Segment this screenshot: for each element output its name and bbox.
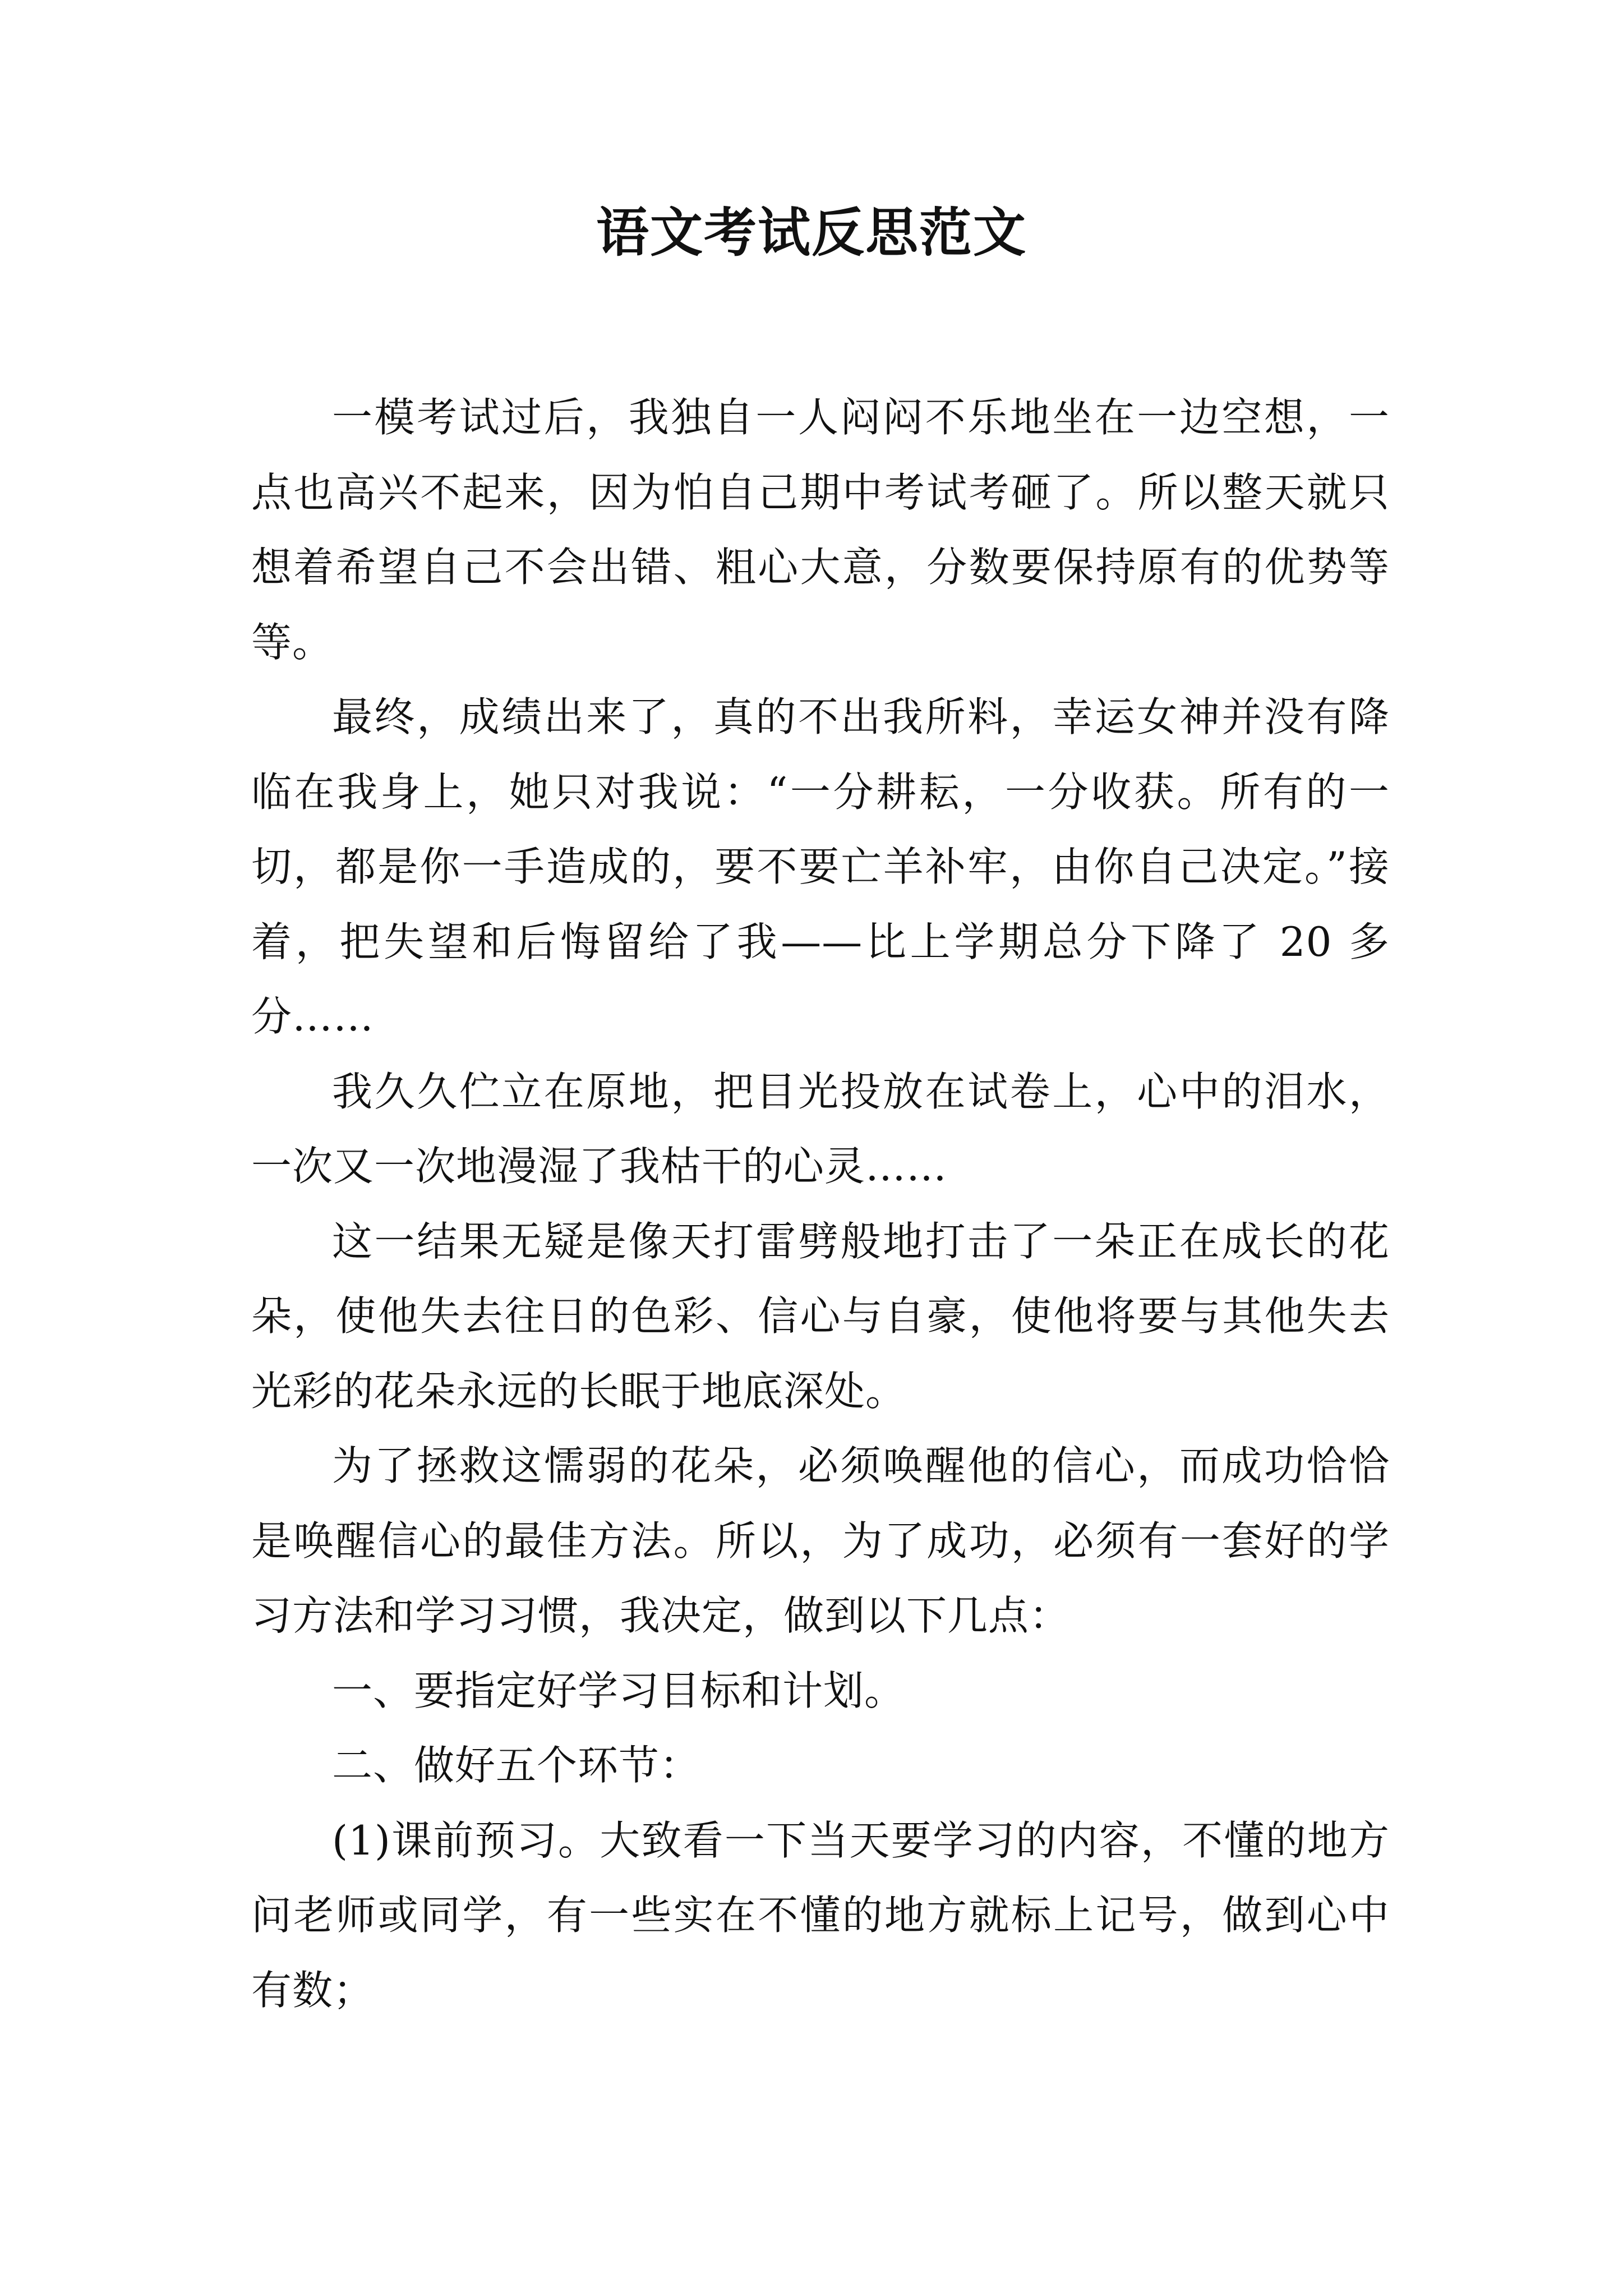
paragraph: 一模考试过后，我独自一人闷闷不乐地坐在一边空想，一点也高兴不起来，因为怕自己期中考试考砸了。所以整天就只想着希望自己不会出错、粗心大意，分数要保持原有的优势等等。 — [251, 394, 1390, 666]
paragraph: 最终，成绩出来了，真的不出我所料，幸运女神并没有降临在我身上，她只对我说：“一分耕耘，一分收获。所有的一切，都是你一手造成的，要不要亡羊补牢，由你自己决定。”接着，把失望和后悔留给了我——比上学期总分下降了 20 多分…… — [251, 693, 1390, 1040]
list-item: (1)课前预习。大致看一下当天要学习的内容，不懂的地方问老师或同学，有一些实在不懂的地方就标上记号，做到心中有数； — [251, 1816, 1390, 2014]
document-title: 语文考试反思范文 — [596, 202, 1027, 264]
list-item: 二、做好五个环节： — [332, 1742, 701, 1789]
list-item: 一、要指定好学习目标和计划。 — [332, 1667, 906, 1714]
document-body — [251, 380, 1390, 2028]
paragraph: 为了拯救这懦弱的花朵，必须唤醒他的信心，而成功恰恰是唤醒信心的最佳方法。所以，为了成功，必须有一套好的学习方法和学习习惯，我决定，做到以下几点： — [251, 1442, 1390, 1639]
paragraph: 我久久伫立在原地，把目光投放在试卷上，心中的泪水，一次又一次地漫湿了我枯干的心灵…… — [251, 1068, 1390, 1190]
paragraph: 这一结果无疑是像天打雷劈般地打击了一朵正在成长的花朵，使他失去往日的色彩、信心与自豪，使他将要与其他失去光彩的花朵永远的长眠于地底深处。 — [251, 1217, 1390, 1415]
